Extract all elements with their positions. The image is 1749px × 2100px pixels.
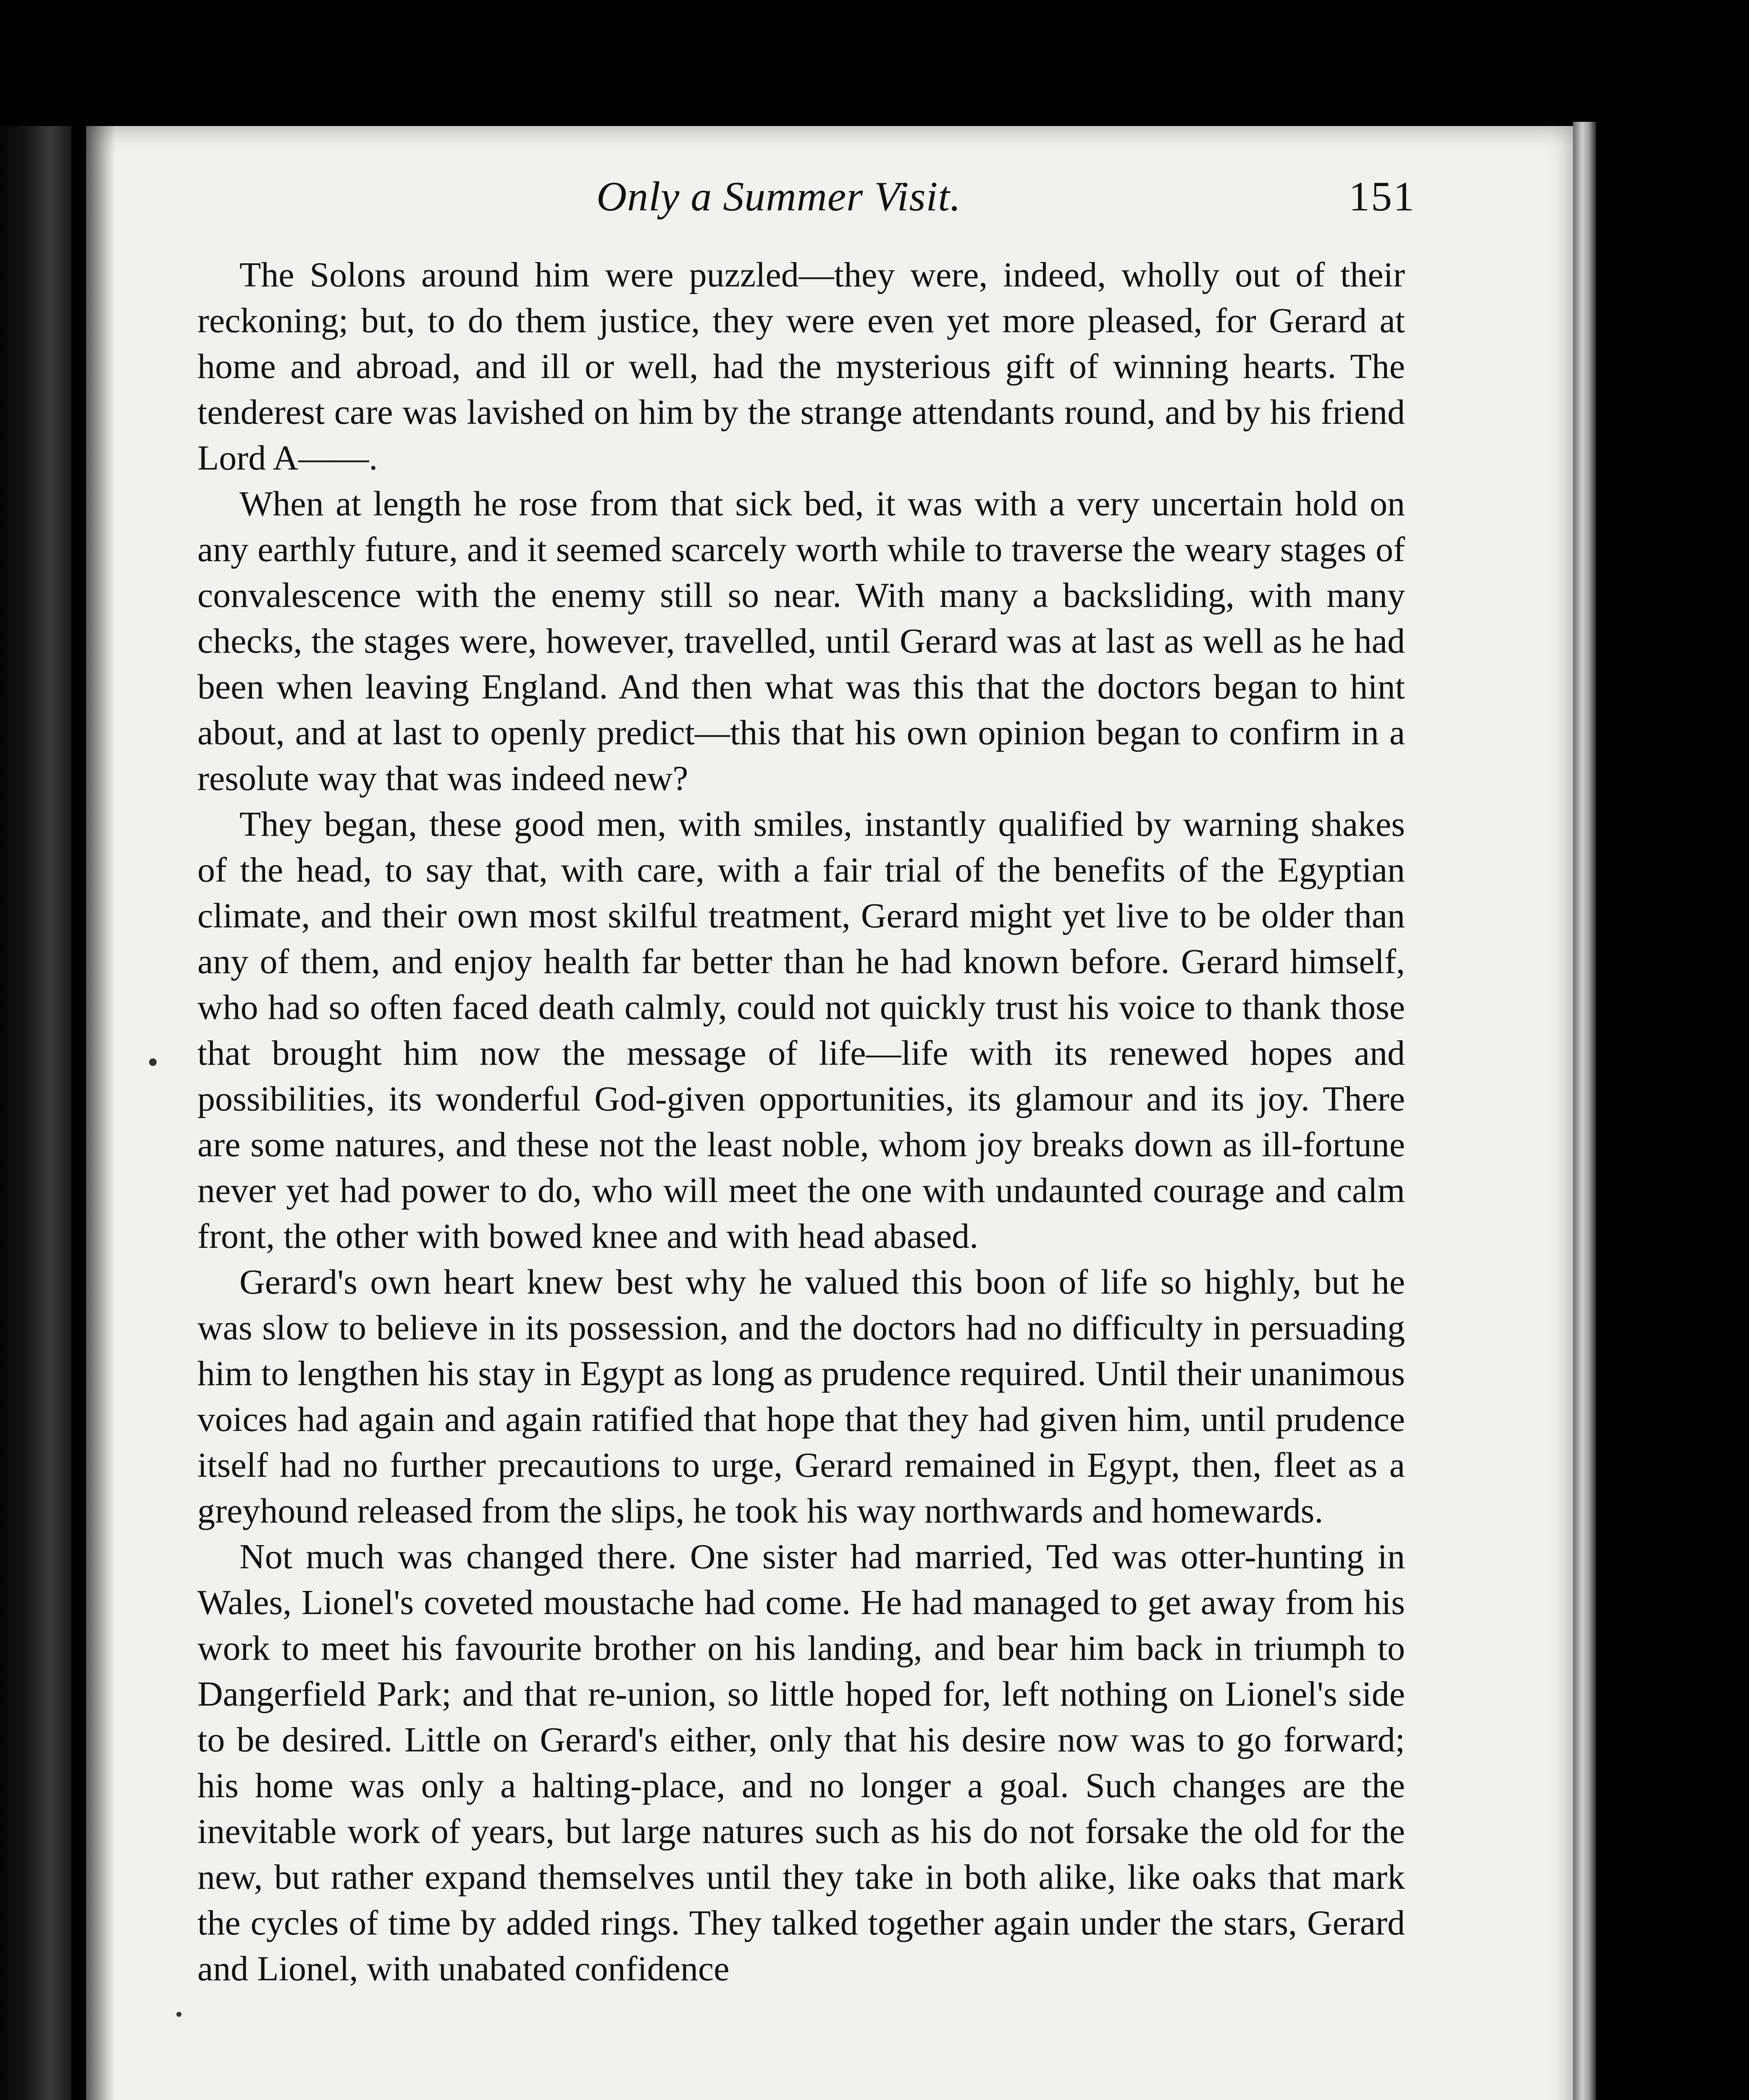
running-header [197,166,1415,225]
body-text [197,252,1405,1992]
paragraph-3: They began, these good men, with smiles, instantly qualified by warning shakes of the head, to say that, with care, with a fair trial of the benefits of the Egyptian climate, and their own most skilful treatment, Gerard might yet live to be older than any of them, and enjoy health far better than he had known before. Gerard himself, who had so often faced death calmly, could not quickly trust his voice to thank those that brought him now the message of life—life with its renewed hopes and possibilities, its wonderful God-given opportunities, its glamour and its joy. There are some natures, and these not the least noble, whom joy breaks down as ill-fortune never yet had power to do, who will meet the one with undaunted courage and calm front, the other with bowed knee and with head abased. [197,805,1405,1256]
paragraph-5: Not much was changed there. One sister had married, Ted was otter-hunting in Wales, Lionel's coveted moustache had come. He had managed to get away from his work to meet his favourite brother on his landing, and bear him back in triumph to Dangerfield Park; and that re-union, so little hoped for, left nothing on Lionel's side to be desired. Little on Gerard's either, only that his desire now was to go forward; his home was only a halting-place, and no longer a goal. Such changes are the inevitable work of years, but large natures such as his do not forsake the old for the new, but rather expand themselves until they take in both alike, like oaks that mark the cycles of time by added rings. They talked together again under the stars, Gerard and Lionel, with unabated confidence [197,1537,1405,1988]
margin-speck [149,1058,157,1066]
paragraph-2: When at length he rose from that sick bed, it was with a very uncertain hold on any earthly future, and it seemed scarcely worth while to traverse the weary stages of convalescence with the enemy still so near. With many a backsliding, with many checks, the stages were, however, travelled, until Gerard was at last as well as he had been when leaving England. And then what was this that the doctors began to hint about, and at last to openly predict—this that his own opinion began to confirm in a resolute way that was indeed new? [197,484,1405,798]
running-title: Only a Summer Visit. [596,173,961,220]
page-stack-edge [1573,122,1596,2100]
page-number: 151 [1349,173,1415,220]
paragraph-4: Gerard's own heart knew best why he valued this boon of life so highly, but he was slow to believe in its possession, and the doctors had no difficulty in persuading him to lengthen his stay in Egypt as long as prudence required. Until their unanimous voices had again and again ratified that hope that they had given him, until prudence itself had no further precautions to urge, Gerard remained in Egypt, then, fleet as a greyhound released from the slips, he took his way northwards and homewards. [197,1263,1405,1530]
margin-speck [176,2012,181,2017]
page-gutter-shadow [86,126,116,2100]
paragraph-1: The Solons around him were puzzled—they were, indeed, wholly out of their reckoning; but, to do them justice, they were even yet more pleased, for Gerard at home and abroad, and ill or well, had the mysterious gift of winning hearts. The tenderest care was lavished on him by the strange attendants round, and by his friend Lord A——. [197,255,1405,478]
left-page-edge [0,126,71,2100]
